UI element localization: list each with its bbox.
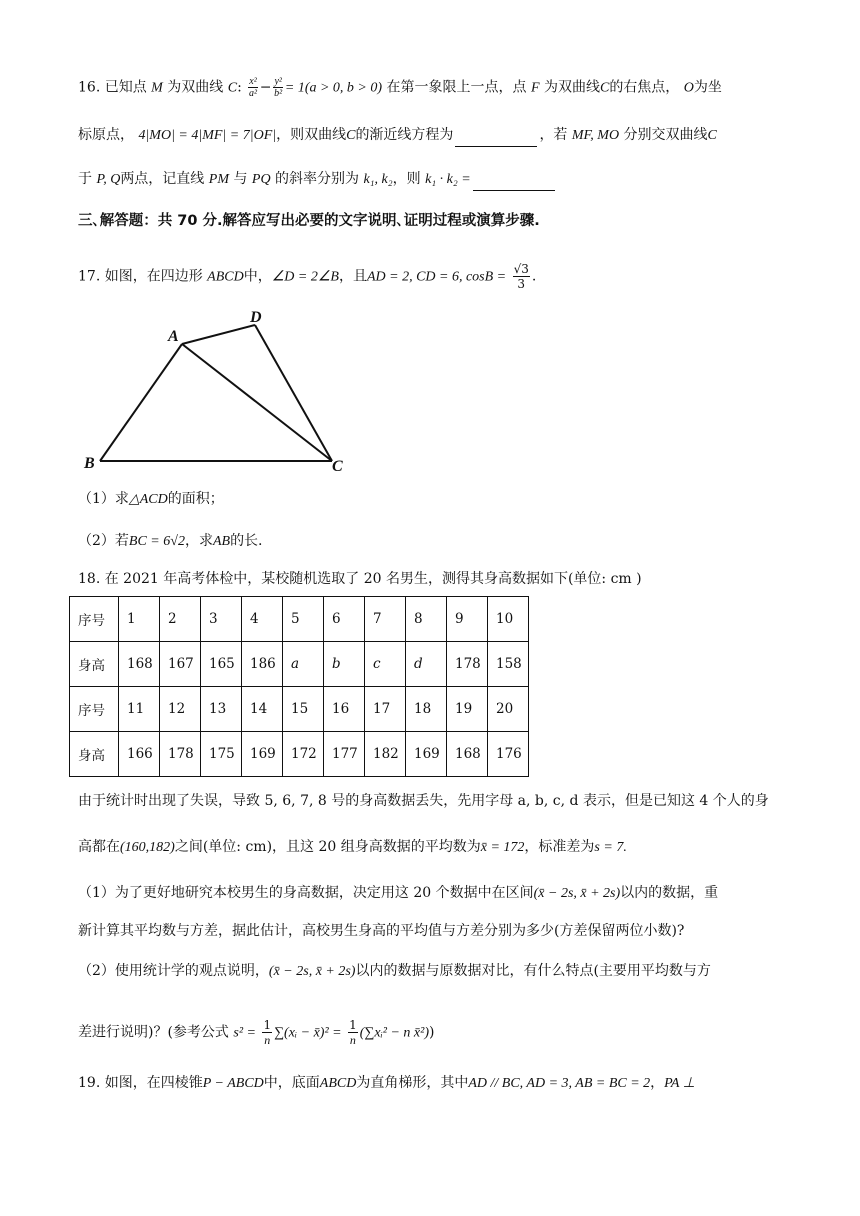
table-cell: c (365, 642, 406, 687)
table-cell: 11 (119, 687, 160, 732)
sum-formula: ∑(xᵢ − x̄)² = (274, 1025, 342, 1041)
text: 中， (243, 268, 272, 285)
q18-line-1: 由于统计时出现了失误，导致 5, 6, 7, 8 号的身高数据丢失，先用字母 a, b, c, d 表示，但是已知这 4 个人的身 (78, 793, 769, 809)
table-cell: 172 (283, 732, 324, 777)
text: 的渐近线方程为 (355, 127, 454, 143)
numerator: y² (274, 76, 282, 87)
table-cell: 168 (447, 732, 488, 777)
text: 以内的数据，重 (620, 885, 719, 901)
table-cell: d (406, 642, 447, 687)
row-header: 身高 (70, 642, 119, 687)
var-triangle: △ACD (128, 492, 168, 507)
text: 中，底面 (263, 1075, 320, 1091)
table-cell: 7 (365, 597, 406, 642)
table-row (70, 642, 529, 687)
text: ，则双曲线 (276, 127, 347, 143)
answer-blank (473, 176, 555, 191)
segment-AB (100, 344, 182, 461)
equation: s² = (233, 1025, 256, 1041)
height-table (69, 596, 529, 777)
var-MF-MO: MF, MO (571, 128, 620, 143)
equation-rest: = 1(a > 0, b > 0) (284, 80, 383, 96)
var-C: C (346, 128, 356, 143)
table-cell: 158 (488, 642, 529, 687)
numerator: 1 (349, 1018, 357, 1032)
q17-part-2 (78, 530, 263, 553)
text: 19. 如图，在四棱锥 (78, 1075, 203, 1091)
interval: (160,182) (120, 840, 175, 855)
var-C: C (707, 128, 717, 143)
table-cell: 167 (160, 642, 201, 687)
text: 为双曲线 (167, 79, 224, 96)
label-A: A (168, 328, 179, 345)
table-cell: 19 (447, 687, 488, 732)
answer-blank (455, 132, 537, 147)
text: 为坐 (693, 79, 722, 96)
fraction-y2-b2 (273, 76, 282, 99)
table-row (70, 732, 529, 777)
text: （1）求 (78, 491, 129, 507)
text: ，若 (539, 127, 568, 143)
figure-lines (100, 325, 332, 461)
var-PQ: PQ (251, 172, 271, 187)
row-header: 序号 (70, 597, 119, 642)
q18-part-1-line-2: 新计算其平均数与方差，据此估计，高校男生身高的平均值与方差分别为多少(方差保留两位小数)? (78, 923, 685, 939)
quadrilateral-figure (80, 305, 370, 480)
table-cell: 176 (488, 732, 529, 777)
text: : (237, 79, 242, 96)
q18-line-2 (78, 836, 627, 859)
equation: BC = 6√2 (128, 534, 185, 549)
text: 的斜率分别为 (275, 171, 360, 187)
denominator: n (264, 1033, 271, 1047)
text: 17. 如图，在四边形 (78, 268, 203, 285)
equation: AD // BC, AD = 3, AB = BC = 2 (468, 1076, 651, 1091)
row-header: 身高 (70, 732, 119, 777)
text: 于 (78, 171, 92, 187)
table-cell: 182 (365, 732, 406, 777)
q16-line-2 (78, 124, 717, 147)
table-cell: 16 (324, 687, 365, 732)
text: 的面积； (167, 491, 224, 507)
table-cell: 17 (365, 687, 406, 732)
var-C: C (599, 80, 610, 96)
text: 与 (233, 171, 248, 187)
fraction-1-n (348, 1018, 358, 1047)
table-cell: 175 (201, 732, 242, 777)
denominator: n (349, 1033, 356, 1047)
table-cell: 8 (406, 597, 447, 642)
table-cell: 5 (283, 597, 324, 642)
text: 的长. (230, 533, 263, 549)
var-ABCD: ABCD (319, 1076, 357, 1091)
interval: (x̄ − 2s, x̄ + 2s) (268, 964, 356, 979)
table-cell: 178 (160, 732, 201, 777)
var-ABCD: ABCD (207, 269, 244, 285)
var-k1-k2: k₁, k₂ (363, 172, 393, 187)
var-M: M (151, 80, 163, 96)
q18-part-1 (78, 882, 718, 905)
text: ，标准差为 (524, 839, 595, 855)
table-cell: 186 (242, 642, 283, 687)
table-cell: 1 (119, 597, 160, 642)
denominator: a² (248, 88, 257, 99)
sum-formula: (∑xᵢ² − n x̄²) (359, 1025, 430, 1041)
equation: x̄ = 172 (480, 840, 525, 855)
table-cell: 3 (201, 597, 242, 642)
table-row (70, 687, 529, 732)
text: （2）使用统计学的观点说明， (78, 963, 269, 979)
segment-AC (182, 344, 332, 461)
table-cell: 178 (447, 642, 488, 687)
text: 的右焦点， (609, 79, 680, 96)
table-cell: 18 (406, 687, 447, 732)
text: − (259, 79, 272, 96)
table-cell: 169 (406, 732, 447, 777)
equation: AD = 2, CD = 6, cosB = (366, 269, 507, 285)
text: （2）若 (78, 533, 129, 549)
equation: ∠D = 2∠B (271, 269, 339, 285)
interval: (x̄ − 2s, x̄ + 2s) (533, 886, 621, 901)
numerator: √3 (513, 262, 529, 276)
text: 两点，记直线 (120, 171, 205, 187)
table-cell: a (283, 642, 324, 687)
q17-line-1 (78, 262, 536, 291)
fraction-1-n (262, 1018, 272, 1047)
section-heading: 三､解答题：共 70 分.解答应写出必要的文字说明､证明过程或演算步骤. (78, 213, 540, 229)
segment-AD (182, 325, 255, 344)
text: 高都在 (78, 839, 120, 855)
text: 为直角梯形，其中 (356, 1075, 469, 1091)
q18-intro: 18. 在 2021 年高考体检中，某校随机选取了 20 名男生，测得其身高数据如下(单位: cm ) (78, 571, 642, 587)
equation: 4|MO| = 4|MF| = 7|OF| (138, 128, 277, 143)
q17-part-1 (78, 488, 224, 511)
table-cell: 14 (242, 687, 283, 732)
table-cell: 13 (201, 687, 242, 732)
text: 标原点， (78, 127, 134, 143)
table-row (70, 597, 529, 642)
denominator: b² (274, 88, 283, 99)
row-header: 序号 (70, 687, 119, 732)
table-cell: 4 (242, 597, 283, 642)
text: 以内的数据与原数据对比，有什么特点(主要用平均数与方 (355, 963, 711, 979)
text: 为双曲线 (543, 79, 600, 96)
q19-line-1 (78, 1072, 695, 1095)
fraction-x2-a2 (248, 76, 257, 99)
var-AB: AB (212, 534, 231, 549)
q18-part-2 (78, 960, 711, 983)
equation: PA ⊥ (664, 1076, 695, 1091)
var-PM: PM (208, 172, 229, 187)
denominator: 3 (517, 277, 526, 291)
var-C: C (227, 80, 238, 96)
numerator: 1 (263, 1018, 272, 1032)
table-cell: 6 (324, 597, 365, 642)
text: 差进行说明)？(参考公式 (78, 1024, 229, 1041)
text: （1）为了更好地研究本校男生的身高数据，决定用这 20 个数据中在区间 (78, 885, 534, 901)
table-cell: 9 (447, 597, 488, 642)
text: 分别交双曲线 (623, 127, 708, 143)
table-cell: 2 (160, 597, 201, 642)
q18-formula-line (78, 1018, 434, 1047)
numerator: x² (249, 76, 257, 87)
table-cell: 20 (488, 687, 529, 732)
text: ，则 (392, 171, 421, 187)
label-D: D (250, 309, 262, 326)
var-PABCD: P − ABCD (202, 1076, 264, 1091)
table-cell: 166 (119, 732, 160, 777)
var-O: O (683, 80, 694, 96)
var-PQ: P, Q (96, 172, 121, 187)
text: ，求 (184, 533, 213, 549)
label-C: C (332, 458, 343, 475)
table-cell: b (324, 642, 365, 687)
table-cell: 169 (242, 732, 283, 777)
q16-line-1 (78, 76, 722, 100)
text: 之间(单位: cm)，且这 20 组身高数据的平均数为 (174, 839, 481, 855)
segment-DC (255, 325, 332, 461)
text: . (531, 268, 537, 285)
table-cell: 177 (324, 732, 365, 777)
table-cell: 165 (201, 642, 242, 687)
var-F: F (530, 80, 540, 96)
equation: k₁ · k₂ = (425, 172, 471, 187)
table-cell: 15 (283, 687, 324, 732)
table-cell: 12 (160, 687, 201, 732)
text: 16. 已知点 (78, 79, 147, 96)
text: ) (429, 1024, 435, 1041)
text: ，且 (338, 268, 367, 285)
label-B: B (84, 455, 95, 472)
equation: s = 7. (594, 840, 627, 855)
text: ， (650, 1075, 665, 1091)
table-cell: 10 (488, 597, 529, 642)
q16-line-3 (78, 168, 557, 191)
text: 在第一象限上一点，点 (386, 79, 527, 96)
fraction-sqrt3-3 (513, 262, 530, 291)
table-cell: 168 (119, 642, 160, 687)
